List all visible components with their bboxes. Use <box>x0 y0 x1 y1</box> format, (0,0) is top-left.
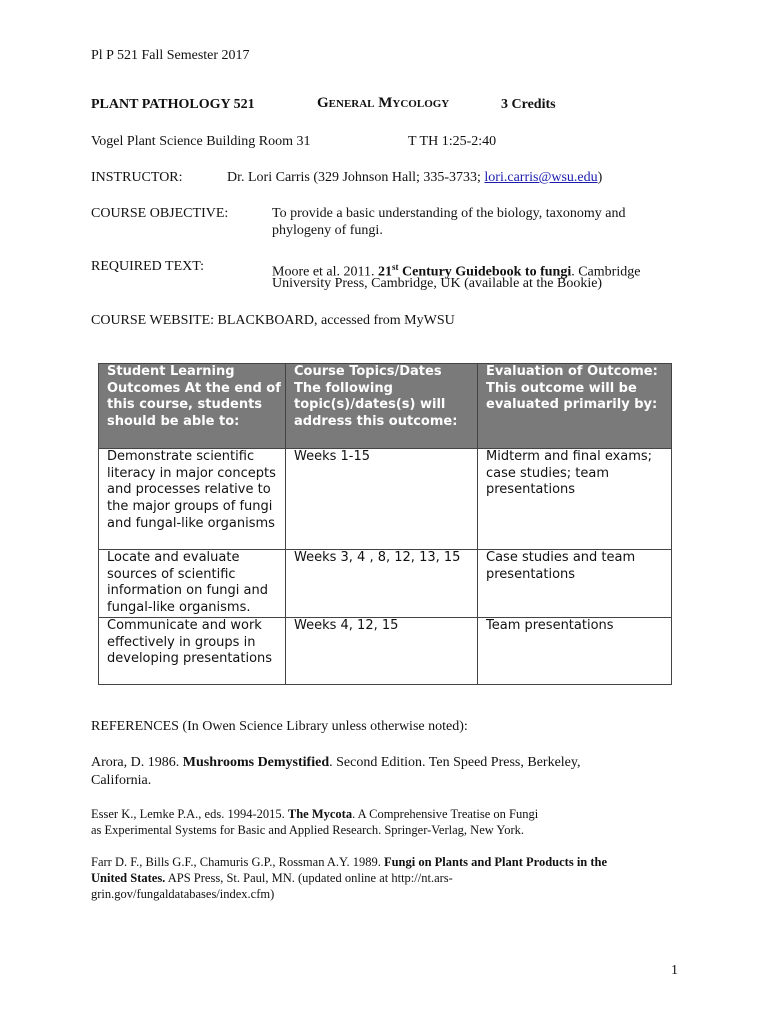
reference-1-post: . Second Edition. Ten Speed Press, Berkeley, <box>329 755 581 770</box>
header-evaluation: Evaluation of Outcome: This outcome will be evaluated primarily by: <box>478 364 672 449</box>
page-number: 1 <box>671 963 678 978</box>
required-text-pre: Moore et al. 2011. <box>272 264 379 280</box>
reference-2-pre: Esser K., Lemke P.A., eds. 1994-2015. <box>91 807 288 821</box>
reference-3-title-1: Fungi on Plants and Plant Products in the <box>383 855 608 869</box>
reference-1-line-2: California. <box>91 773 152 788</box>
reference-3-post: APS Press, St. Paul, MN. (updated online at http://nt.ars- <box>165 871 453 885</box>
header-course-topics: Course Topics/Dates The following topic(s)/dates(s) will address this outcome: <box>286 364 478 449</box>
reference-1-line-1 <box>91 754 580 772</box>
reference-3-pre: Farr D. F., Bills G.F., Chamuris G.P., Rossman A.Y. 1989. <box>91 855 384 869</box>
instructor-close: ) <box>597 170 603 185</box>
row-3-evaluation: Team presentations <box>478 617 672 684</box>
outcomes-table <box>98 363 672 685</box>
required-text-label: REQUIRED TEXT: <box>91 259 204 274</box>
references-heading: REFERENCES (In Owen Science Library unless otherwise noted): <box>91 719 468 734</box>
reference-3-line-1 <box>91 854 607 871</box>
row-3-outcome: Communicate and work effectively in groups in developing presentations <box>99 617 286 684</box>
required-text-line-2: University Press, Cambridge, UK (available at the Bookie) <box>272 276 603 291</box>
instructor-label: INSTRUCTOR: <box>91 170 183 185</box>
reference-2-post: . A Comprehensive Treatise on Fungi <box>352 807 539 821</box>
course-name: General Mycology <box>317 95 450 111</box>
reference-2-line-1 <box>91 806 538 823</box>
course-code: PLANT PATHOLOGY 521 <box>91 97 255 112</box>
table-row <box>99 550 672 618</box>
table-row <box>99 617 672 684</box>
instructor-text: Dr. Lori Carris (329 Johnson Hall; 335-3733; <box>227 170 485 185</box>
row-1-topics: Weeks 1-15 <box>286 449 478 550</box>
row-2-evaluation: Case studies and team presentations <box>478 550 672 618</box>
row-1-outcome: Demonstrate scientific literacy in major concepts and processes relative to the major groups of fungi and fungal-like organisms <box>99 449 286 550</box>
reference-3-line-3: grin.gov/fungaldatabases/index.cfm) <box>91 887 275 901</box>
objective-label: COURSE OBJECTIVE: <box>91 206 229 221</box>
required-text-sup: st <box>392 262 399 272</box>
reference-2-title: The Mycota <box>287 807 353 821</box>
objective-line-2: phylogeny of fungi. <box>272 223 383 238</box>
table-header-row <box>99 364 672 449</box>
instructor-info <box>227 169 602 187</box>
table-row <box>99 449 672 550</box>
page-header: Pl P 521 Fall Semester 2017 <box>91 48 250 63</box>
required-text-book-title: Century Guidebook to fungi <box>398 264 572 280</box>
reference-1-title: Mushrooms Demystified <box>182 755 330 770</box>
required-text-edition: 21 <box>378 264 393 280</box>
objective-line-1: To provide a basic understanding of the biology, taxonomy and <box>272 206 626 221</box>
instructor-email-link[interactable]: lori.carris@wsu.edu <box>484 170 598 185</box>
course-room: Vogel Plant Science Building Room 31 <box>91 134 311 149</box>
row-3-topics: Weeks 4, 12, 15 <box>286 617 478 684</box>
course-time: T TH 1:25-2:40 <box>408 134 497 149</box>
course-credits: 3 Credits <box>501 97 556 112</box>
required-text-post: . Cambridge <box>571 264 641 280</box>
reference-3-line-2 <box>91 870 453 887</box>
course-website: COURSE WEBSITE: BLACKBOARD, accessed from MyWSU <box>91 313 455 328</box>
reference-3-title-2: United States. <box>91 871 166 885</box>
row-2-topics: Weeks 3, 4 , 8, 12, 13, 15 <box>286 550 478 618</box>
reference-2-line-2: as Experimental Systems for Basic and Applied Research. Springer-Verlag, New York. <box>91 823 524 837</box>
reference-1-pre: Arora, D. 1986. <box>91 755 183 770</box>
row-2-outcome: Locate and evaluate sources of scientific information on fungi and fungal-like organisms. <box>99 550 286 618</box>
row-1-evaluation: Midterm and final exams; case studies; team presentations <box>478 449 672 550</box>
header-learning-outcomes: Student Learning Outcomes At the end of this course, students should be able to: <box>99 364 286 449</box>
